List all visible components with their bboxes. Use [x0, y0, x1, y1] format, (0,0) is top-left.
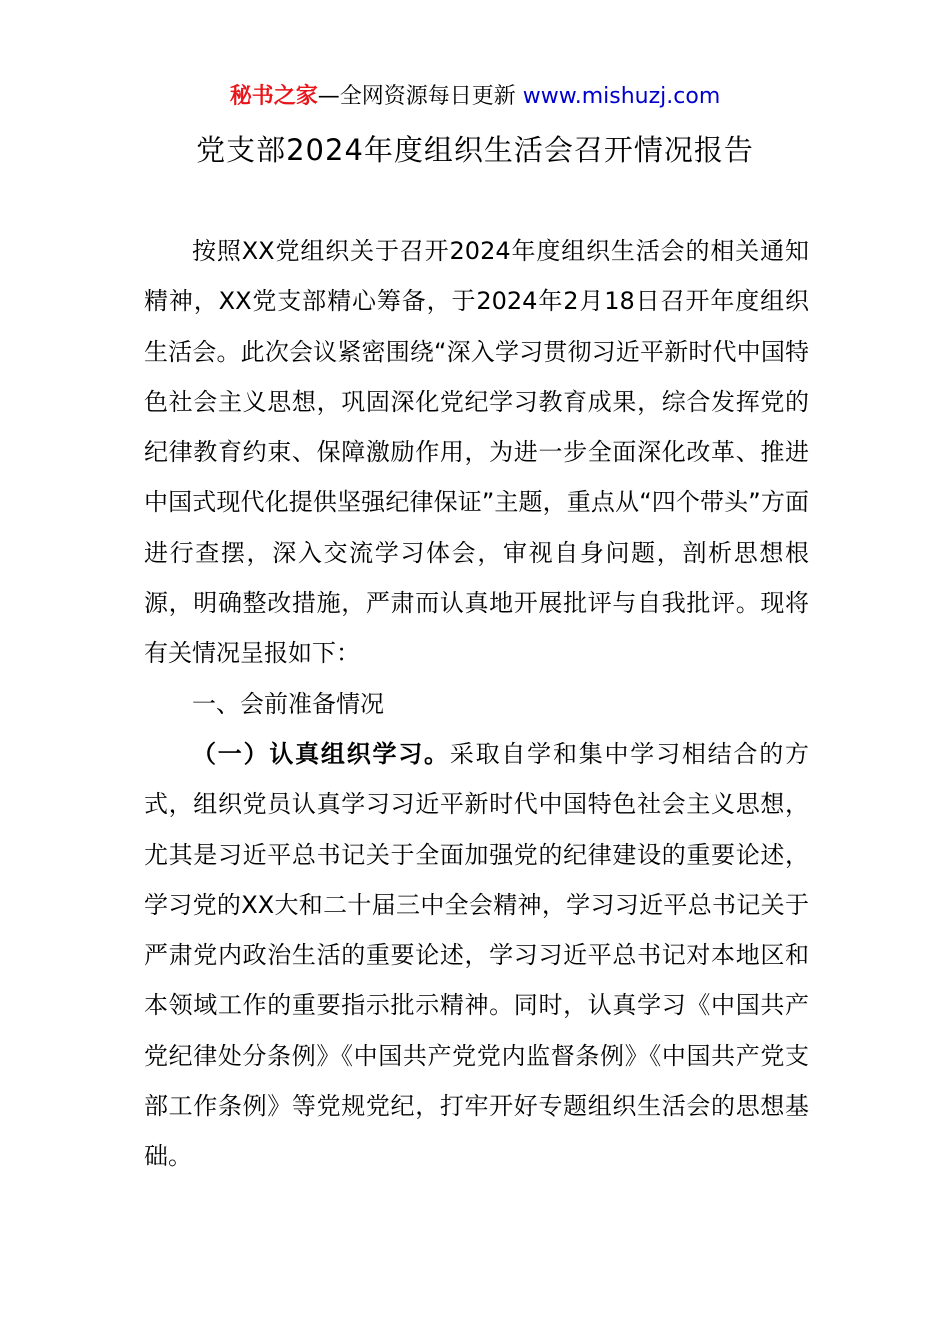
subsection-text: 采取自学和集中学习相结合的方式，组织党员认真学习习近平新时代中国特色社会主义思想，尤其是习近平总书记关于全面加强党的纪律建设的重要论述，学习党的XX大和二十届三中全会精神，学习习近平总书记关于严肃党内政治生活的重要论述，学习习近平总书记对本地区和本领域工作的重要指示批示精神。同时，认真学习《中国共产党纪律处分条例》《中国共产党党内监督条例》《中国共产党支部工作条例》等党规党纪，打牢开好专题组织生活会的思想基础。: [144, 739, 810, 1171]
document-body: [144, 226, 809, 1182]
document-title: 党支部2024年度组织生活会召开情况报告: [196, 133, 754, 167]
subsection-label: （一）认真组织学习。: [192, 739, 450, 768]
header-tagline: —全网资源每日更新: [317, 84, 523, 109]
brand-name: 秘书之家: [229, 84, 318, 109]
intro-paragraph: 按照XX党组织关于召开2024年度组织生活会的相关通知精神，XX党支部精心筹备，于2024年2月18日召开年度组织生活会。此次会议紧密围绕“深入学习贯彻习近平新时代中国特色社会主义思想，巩固深化党纪学习教育成果，综合发挥党的纪律教育约束、保障激励作用，为进一步全面深化改革、推进中国式现代化提供坚强纪律保证”主题，重点从“四个带头”方面进行查摆，深入交流学习体会，审视自身问题，剖析思想根源，明确整改措施，严肃而认真地开展批评与自我批评。现将有关情况呈报如下：: [144, 237, 809, 668]
subsection-paragraph: [144, 729, 809, 1182]
section-heading: 一、会前准备情况: [192, 689, 384, 718]
site-header: [0, 82, 950, 112]
site-url-link[interactable]: www.mishuzj.com: [522, 84, 721, 109]
